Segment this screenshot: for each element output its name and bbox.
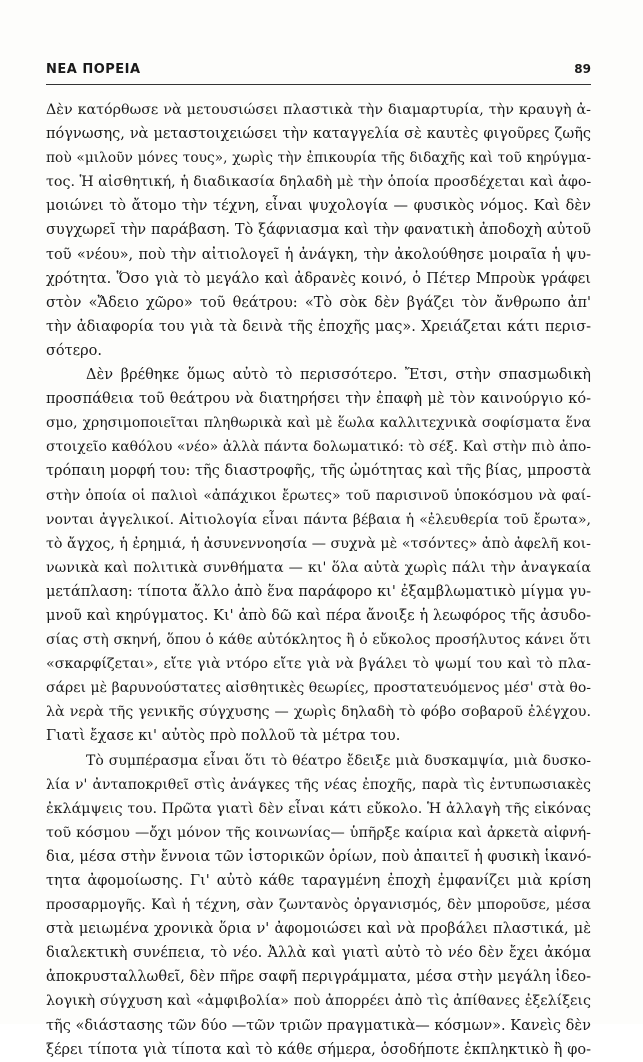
text-line: ποὺ «μιλοῦν μόνες τους», χωρὶς τὴν ἐπικουρία τῆς διδαχῆς καὶ τοῦ κηρύγμα- [46, 150, 591, 167]
paragraph-end-line: Γιατὶ ἔχασε κι' αὐτὸς πρὸ πολλοῦ τὰ μέτρα του. [46, 728, 401, 745]
text-line: Δὲν κατόρθωσε νὰ μετουσιώσει πλαστικὰ τὴν διαμαρτυρία, τὴν κραυγὴ ἀ- [46, 102, 591, 118]
text-line: προσαρμογῆς. Καὶ ἡ τέχνη, σὰν ζωντανὸς ὀργανισμός, δὲν μποροῦσε, μέσα [46, 897, 591, 914]
text-line: στὰ μειωμένα χρονικὰ ὅρια ν' ἀφομοιώσει καὶ νὰ προβάλει πλαστικά, μὲ [46, 921, 591, 938]
text-line: ἀποκρυσταλλωθεῖ, δὲν πῆρε σαφῆ περιγράμματα, μέσα στὴν μεγάλη ἰδεο- [46, 969, 591, 986]
text-line: μετάπλαση: τίποτα ἄλλο ἀπὸ ἕνα παράφορο κι' ἐξαμβλωματικὸ μίγμα γυ- [46, 583, 591, 600]
running-header [46, 62, 591, 84]
text-line: ξέρει τίποτα γιὰ τίποτα καὶ τὸ κάθε σήμερα, ὁσοδήποτε ἐκπληκτικὸ ἢ φο- [46, 1041, 591, 1058]
text-line: σμο, χρησιμοποιεῖται πληθωρικὰ καὶ μὲ ἕωλα καλλιτεχνικὰ σοφίσματα ἕνα [46, 415, 591, 432]
paragraph-start-line: Τὸ συμπέρασμα εἶναι ὅτι τὸ θέατρο ἔδειξε μιὰ δυσκαμψία, μιὰ δυσκο- [86, 752, 591, 769]
page-number: 89 [574, 62, 591, 76]
article-body [46, 98, 591, 1062]
text-line: τὸ ἄγχος, ἡ ἐρημιά, ἡ ἀσυνεννοησία — συχνὰ μὲ «τσόντες» ἀπὸ ἀφελῆ κοι- [46, 535, 591, 552]
text-line: στὸν «Ἄδειο χῶρο» τοῦ θεάτρου: «Τὸ σὸκ δὲν βγάζει τὸν ἄνθρωπο ἀπ' [46, 294, 591, 311]
text-line: τὴν ἀδιαφορία του γιὰ τὰ δεινὰ τῆς ἐποχῆς μας». Χρειάζεται κάτι περισ- [46, 318, 591, 335]
text-line: τῆς «διάστασης τῶν δύο —τῶν τριῶν πραγματικὰ— κόσμων». Κανεὶς δὲν [46, 1017, 591, 1034]
header-rule [46, 84, 591, 85]
text-line: τοῦ «νέου», ποὺ τὴν αἰτιολογεῖ ἡ ἀνάγκη, τὴν ἀκολούθησε μοιραῖα ἡ ψυ- [46, 246, 591, 263]
text-line: σάρει μὲ βαρυνούστατες αἰσθητικὲς θεωρίες, προστατευόμενος μέσ' στὰ θο- [46, 680, 591, 697]
text-line: λία ν' ἀνταποκριθεῖ στὶς ἀνάγκες τῆς νέας ἐποχῆς, παρὰ τὶς ἐντυπωσιακὲς [46, 776, 591, 793]
text-line: «σκαρφίζεται», εἴτε γιὰ ντόρο εἴτε γιὰ νὰ βγάλει τὸ ψωμί του καὶ τὸ πλα- [46, 656, 591, 673]
text-line: νωνικὰ καὶ πολιτικὰ συνθήματα — κι' ὅλα αὐτὰ χωρὶς πάλι τὴν ἀναγκαία [46, 559, 591, 576]
text-line: δια, μέσα στὴν ἔννοια τῶν ἱστορικῶν ὁρίων, ποὺ ἀπαιτεῖ ἡ φυσικὴ ἱκανό- [46, 848, 592, 865]
text-line: προσπάθεια τοῦ θεάτρου νὰ διατηρήσει τὴν ἐπαφὴ μὲ τὸν καινούργιο κό- [46, 391, 591, 408]
text-line: πόγνωσης, νὰ μεταστοιχειώσει τὴν καταγγελία σὲ καυτὲς φιγοῦρες ζωῆς [46, 126, 591, 143]
text-line: χρότητα. Ὅσο γιὰ τὸ μεγάλο καὶ ἀδρανὲς κοινό, ὁ Πέτερ Μπροὺκ γράφει [46, 270, 591, 287]
text-line: λὰ νερὰ τῆς γενικῆς σύγχυσης — χωρὶς δηλαδὴ τὸ φόβο σοβαροῦ ἐλέγχου. [46, 704, 591, 721]
text-line: διαλεκτικὴ συνέπεια, τὸ νέο. Ἀλλὰ καὶ γιατὶ αὐτὸ τὸ νέο δὲν ἔχει ἀκόμα [46, 945, 591, 962]
text-line: τοῦ κόσμου —ὄχι μόνον τῆς κοινωνίας— ὑπῆρξε καίρια καὶ ἀρκετὰ αἰφνή- [46, 824, 591, 841]
text-line: συγχωρεῖ τὴν παράβαση. Τὸ ξάφνιασμα καὶ τὴν φανατικὴ ἀποδοχὴ αὐτοῦ [46, 222, 591, 239]
paragraph-end-line: σότερο. [46, 342, 103, 359]
text-line: νονται ἀγγελικοί. Αἰτιολογία εἶναι πάντα βέβαια ἡ «ἐλευθερία τοῦ ἔρωτα», [46, 511, 591, 528]
text-line: τητα ἀφομοίωσης. Γι' αὐτὸ κάθε ταραγμένη ἐποχὴ ἐμφανίζει μιὰ κρίση [46, 873, 591, 889]
journal-title: ΝΕΑ ΠΟΡΕΙΑ [46, 62, 141, 77]
text-line: μοιώνει τὸ ἄτομο τὴν τέχνη, εἶναι ψυχολογία — φυσικὸς νόμος. Καὶ δὲν [46, 198, 591, 215]
text-line: ἐκλάμψεις του. Πρῶτα γιατὶ δὲν εἶναι κάτι εὔκολο. Ἡ ἀλλαγὴ τῆς εἰκόνας [46, 800, 591, 817]
text-line: λογικὴ σύγχυση καὶ «ἀμφιβολία» ποὺ ἀπορρέει ἀπὸ τὶς ἀπίθανες ἐξελίξεις [46, 993, 591, 1010]
paragraph-start-line: Δὲν βρέθηκε ὅμως αὐτὸ τὸ περισσότερο. Ἔτσι, στὴν σπασμωδικὴ [86, 367, 591, 384]
text-line: τος. Ἡ αἰσθητική, ἡ διαδικασία δηλαδὴ μὲ τὴν ὁποία προσδέχεται καὶ ἀφο- [46, 174, 592, 191]
text-line: στοιχεῖο καθόλου «νέο» ἀλλὰ πάντα δολωματικό: τὸ σέξ. Καὶ στὴν πιὸ ἀπο- [46, 439, 591, 456]
text-line: σίας στὴ σκηνή, ὅπου ὁ κάθε αὐτόκλητος ἢ ὁ εὔκολος προσήλυτος κάνει ὅτι [46, 632, 591, 649]
text-line: τρόπαιη μορφή του: τῆς διαστροφῆς, τῆς ὠμότητας καὶ τῆς βίας, μπροστὰ [46, 463, 591, 480]
text-line: στὴν ὁποία οἱ παλιοὶ «ἀπάχικοι ἔρωτες» τοῦ παρισινοῦ ὑποκόσμου νὰ φαί- [46, 487, 591, 504]
text-line: μνοῦ καὶ κηρύγματος. Κι' ἀπὸ δῶ καὶ πέρα ἄνοιξε ἡ λεωφόρος τῆς ἀσυδο- [46, 607, 591, 624]
